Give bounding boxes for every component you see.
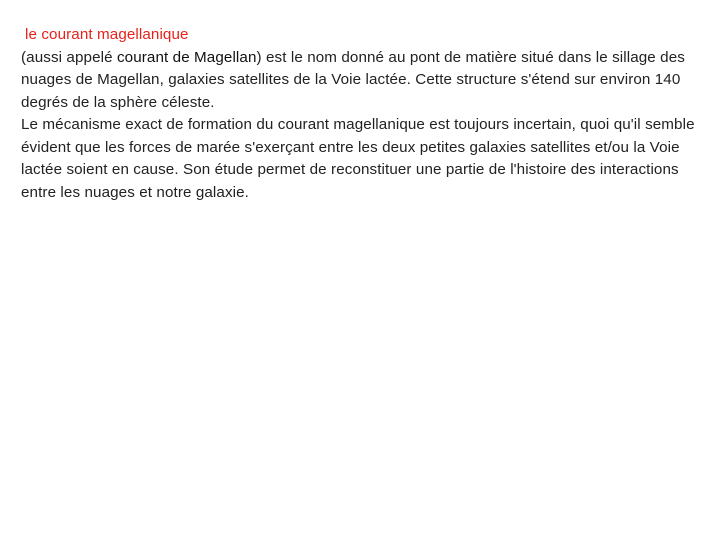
paragraph-1: [21, 47, 701, 115]
paragraph-1-highlight: courant de Magellan: [116, 48, 257, 66]
paragraph-2: Le mécanisme exact de formation du courant magellanique est toujours incertain, quoi qu'il semble évident que les forces de marée s'exerçant entre les deux petites galaxies satellites et/ou la Voie lactée soient en cause. Son étude permet de reconstituer une partie de l'histoire des interactions entre les nuages et notre galaxie.: [21, 116, 695, 201]
paragraph-1-suffix: ) est le nom donné au pont de matière situé dans le sillage des nuages de Magellan, galaxies satellites de la Voie lactée. Cette structure s'étend sur environ 140 degrés de la sphère céleste.: [21, 48, 685, 111]
document-title: le courant magellanique: [25, 26, 189, 43]
text-block: [21, 24, 701, 204]
paragraph-1-prefix: (aussi appelé: [21, 48, 117, 66]
